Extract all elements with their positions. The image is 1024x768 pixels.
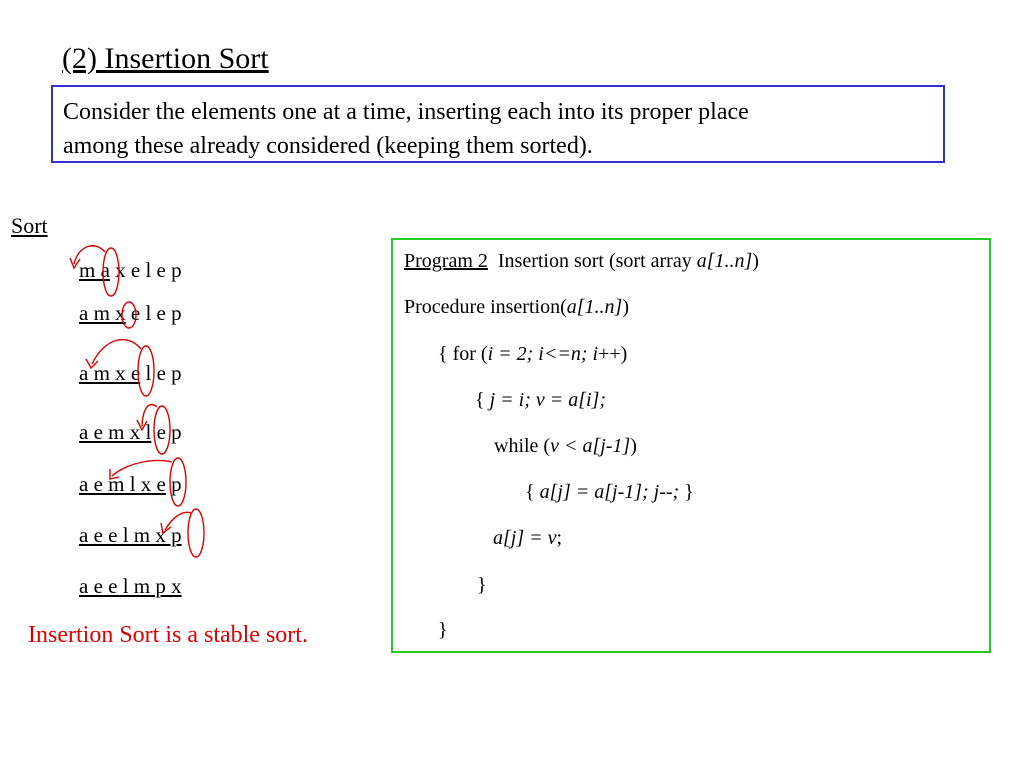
- while-text: while (: [494, 435, 551, 457]
- body-statement: j = i; v = a[i];: [489, 389, 607, 411]
- sorted-part: a e e l m p x: [79, 574, 182, 598]
- sorted-part: a e m l x e: [79, 472, 166, 496]
- unsorted-part: e p: [151, 420, 182, 444]
- program-heading-text: Insertion sort (sort array: [487, 250, 697, 272]
- procedure-arg: a[1..n]: [566, 296, 623, 318]
- highlight-ellipse: [170, 458, 186, 506]
- program-label: Program 2: [404, 250, 488, 272]
- assign-statement: a[j] = v: [493, 527, 557, 549]
- while-condition: v < a[j-1]: [550, 435, 631, 457]
- unsorted-part: x e l e p: [109, 258, 182, 282]
- body-line: [475, 389, 606, 412]
- program-heading: [404, 250, 759, 273]
- body-open: {: [475, 389, 490, 411]
- sorted-part: a e e l m x p: [79, 523, 182, 547]
- sorted-part: a m x e: [79, 361, 141, 385]
- highlight-ellipse: [154, 406, 170, 454]
- insertion-arrow: [112, 461, 172, 476]
- highlight-ellipse: [103, 248, 119, 296]
- procedure-close: ): [622, 296, 629, 318]
- highlight-ellipse: [188, 509, 204, 557]
- unsorted-part: l e p: [140, 361, 182, 385]
- insertion-arrow: [165, 512, 191, 530]
- close-brace-inner: }: [477, 574, 487, 596]
- slide-title: (2) Insertion Sort: [62, 42, 269, 75]
- definition-line-1: Consider the elements one at a time, inserting each into its proper place: [63, 99, 749, 125]
- sorted-part: a e m x l: [79, 420, 152, 444]
- inner-open: {: [525, 481, 540, 503]
- assign-line: [493, 527, 562, 550]
- highlight-ellipse: [122, 302, 136, 328]
- program-heading-arg: a[1..n]: [696, 250, 753, 272]
- program-heading-close: ): [752, 250, 759, 272]
- unsorted-part: p: [165, 472, 182, 496]
- inner-close: }: [679, 481, 694, 503]
- close-brace-outer: }: [438, 619, 448, 641]
- inner-line: [525, 481, 694, 504]
- highlight-ellipse: [138, 346, 154, 396]
- for-close: ++): [598, 343, 628, 365]
- for-line: [438, 343, 627, 366]
- sort-label: Sort: [11, 213, 48, 238]
- procedure-text: Procedure insertion(: [404, 296, 567, 318]
- while-close: ): [630, 435, 637, 457]
- for-open: { for (: [438, 343, 488, 365]
- unsorted-part: e l e p: [125, 301, 182, 325]
- definition-line-2: among these already considered (keeping them sorted).: [63, 133, 593, 159]
- procedure-line: [404, 296, 629, 319]
- sorted-part: a m x: [79, 301, 126, 325]
- sorted-part: m a: [79, 258, 110, 282]
- for-condition: i = 2; i<=n; i: [487, 343, 599, 365]
- inner-statement: a[j] = a[j-1]; j--;: [539, 481, 680, 503]
- insertion-arrow: [92, 340, 141, 364]
- while-line: [494, 435, 637, 458]
- assign-end: ;: [556, 527, 563, 549]
- stable-sort-note: Insertion Sort is a stable sort.: [28, 622, 308, 648]
- program-box: [391, 238, 991, 653]
